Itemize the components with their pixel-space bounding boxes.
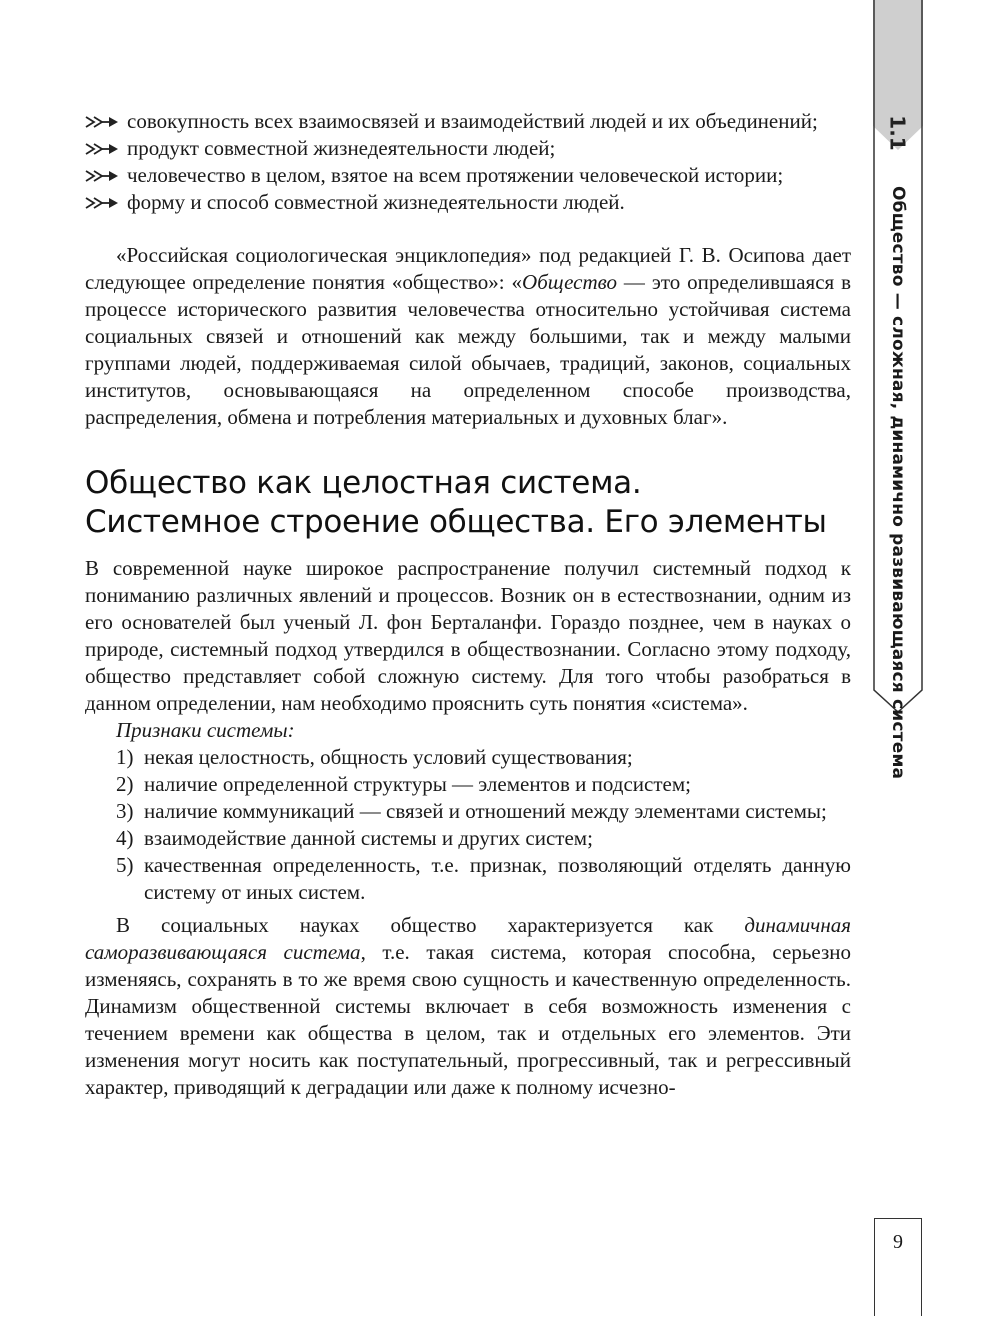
list-number: 4) [116, 826, 134, 850]
list-item [85, 771, 851, 798]
paragraph-text: — это определившаяся в процессе исторического развития человечества относительно устойчивая система социальных связей и отношений как между большими, так и между малыми группами людей, поддерживаемая силой обычаев, традиций, законов, социальных институтов, основывающаяся на определенном способе производства, распределения, обмена и потребления материальных и духовных благ». [85, 270, 851, 429]
page-body [85, 108, 851, 1101]
paragraph-text: В социальных науках общество характеризуется как [116, 913, 745, 937]
paragraph-text: «Российская социологическая энциклопедия» под редакцией Г. В. Осипова дает следующее определение понятия «общество»: « [85, 243, 851, 294]
systems-paragraph: В современной науке широкое распространение получил системный подход к пониманию различных явлений и процессов. Возник он в естествознании, одним из его основателей был ученый Л. фон Берталанфи. Гораздо позднее, чем в науках о природе, системный подход утвердился в обществознании. Согласно этому подходу, общество представляет собой сложную систему. Для того чтобы разобраться в данном определении, нам необходимо прояснить суть понятия «система». [85, 556, 851, 715]
heading-line: Системное строение общества. Его элементы [85, 504, 827, 540]
list-text: наличие определенной структуры — элементов и подсистем; [144, 772, 691, 796]
signs-heading: Признаки системы: [116, 718, 295, 742]
definition-paragraph [85, 242, 851, 431]
list-text: взаимодействие данной системы и других систем; [144, 826, 593, 850]
bullet-text: совокупность всех взаимосвязей и взаимодействий людей и их объединений; [127, 109, 818, 133]
list-item [85, 744, 851, 771]
bullet-text: форму и способ совместной жизнедеятельности людей. [127, 190, 625, 214]
list-text: качественная определенность, т.е. признак, позволяющий отделять данную систему от иных систем. [144, 853, 851, 904]
list-item [85, 825, 851, 852]
list-item [85, 189, 851, 216]
italic-term: динамичная саморазвивающаяся система [85, 913, 851, 964]
list-item [85, 135, 851, 162]
list-number: 2) [116, 772, 134, 796]
list-text: наличие коммуникаций — связей и отношений между элементами системы; [144, 799, 827, 823]
arrow-bullet-icon [85, 142, 121, 156]
list-item [85, 798, 851, 825]
heading-line: Общество как целостная система. [85, 465, 642, 501]
section-title-vertical: Общество — сложная, динамично развивающаяся система [888, 186, 908, 780]
list-item [85, 852, 851, 906]
definition-bullet-list [85, 108, 851, 216]
dynamic-system-paragraph [85, 912, 851, 1101]
list-number: 3) [116, 799, 134, 823]
section-number [873, 115, 923, 151]
list-item [85, 108, 851, 135]
list-item [85, 162, 851, 189]
section-number-text: 1.1 [886, 115, 910, 151]
list-number: 1) [116, 745, 134, 769]
page-number-box [874, 1218, 922, 1316]
bullet-text: продукт совместной жизнедеятельности людей; [127, 136, 556, 160]
italic-term: Общество [522, 270, 618, 294]
bullet-text: человечество в целом, взятое на всем протяжении человеческой истории; [127, 163, 784, 187]
paragraph-text: , т.е. такая система, которая способна, серьезно изменяясь, сохранять в то же время свою сущность и качественную определенность. Динамизм общественной системы включает в себя возможность изменения с течением времени как общества в целом, так и отдельных его элементов. Эти изменения могут носить как поступательный, прогрессивный, так и регрессивный характер, приводящий к деградации или даже к полному исчезно- [85, 940, 852, 1099]
section-heading [85, 464, 851, 542]
list-text: некая целостность, общность условий существования; [144, 745, 633, 769]
system-signs-list [85, 744, 851, 906]
arrow-bullet-icon [85, 115, 121, 129]
arrow-bullet-icon [85, 169, 121, 183]
list-number: 5) [116, 853, 134, 877]
page-number: 9 [893, 1231, 903, 1253]
arrow-bullet-icon [85, 196, 121, 210]
